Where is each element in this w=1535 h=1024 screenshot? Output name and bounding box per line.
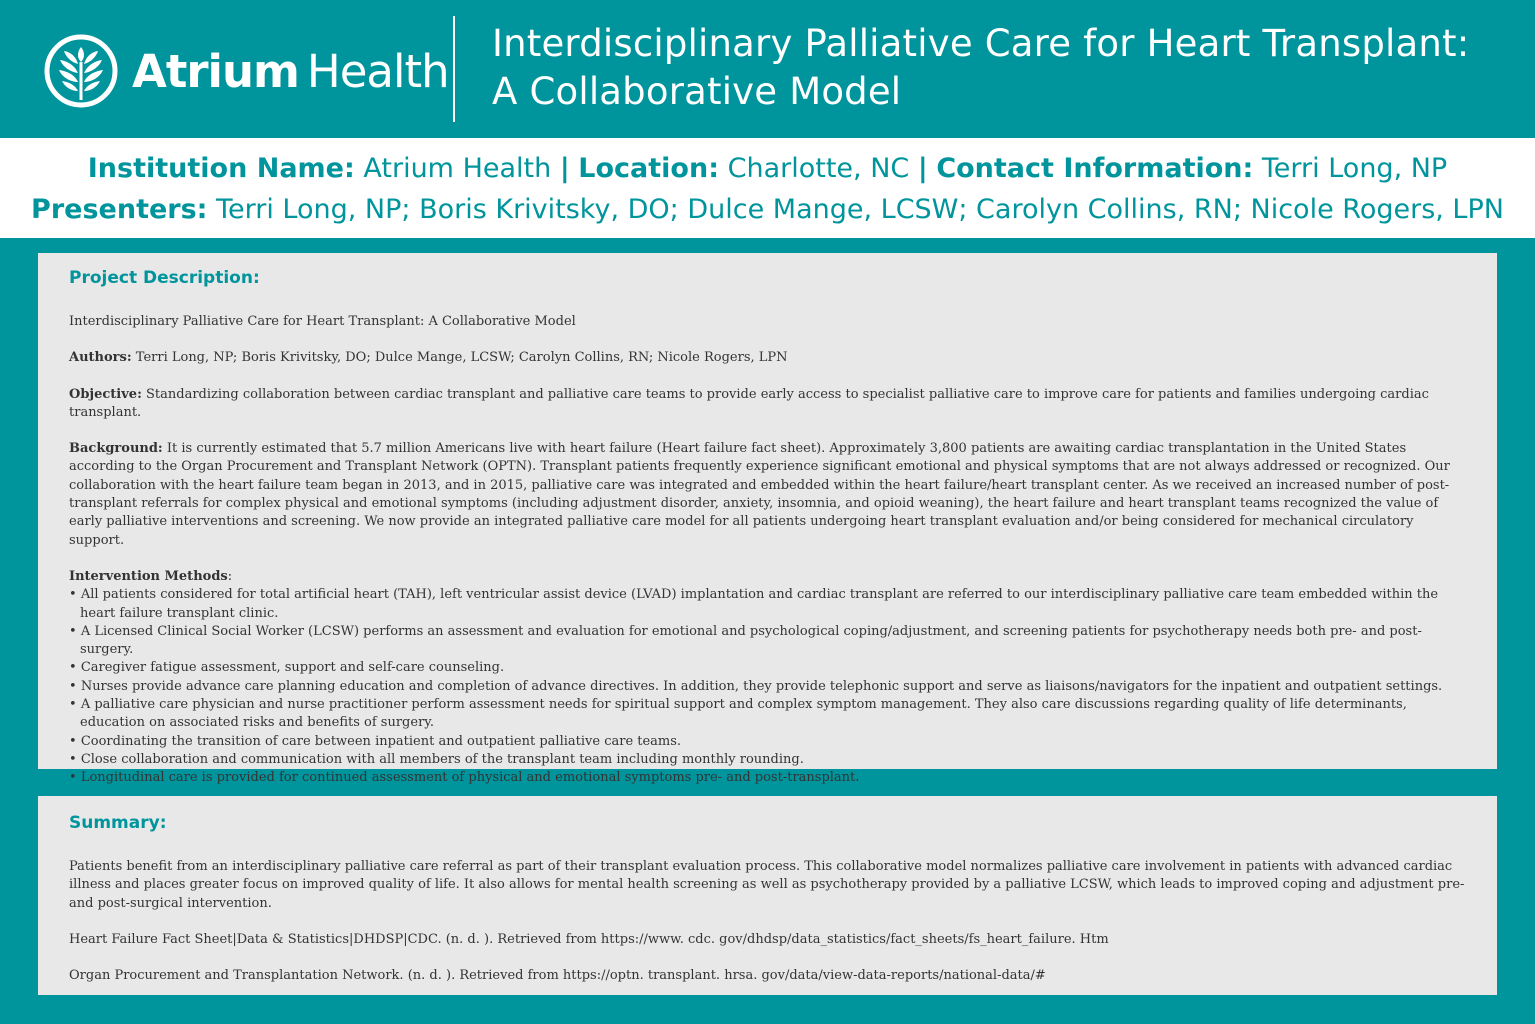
methods-heading [69,568,1466,586]
presenters-value: Terri Long, NP; Boris Krivitsky, DO; Dulce Mange, LCSW; Carolyn Collins, RN; Nicole Rogers, LPN [216,194,1504,225]
presenters-line [0,191,1535,229]
atrium-tree-logo-icon [44,34,118,108]
brand-wordmark [132,42,449,102]
location-value: Charlotte, NC [727,153,910,184]
authors-label: Authors: [69,350,132,366]
project-heading: Project Description: [69,268,260,288]
contact-value: Terri Long, NP [1261,153,1448,184]
list-item: • A palliative care physician and nurse practitioner perform assessment needs for spiritual support and complex symptom management. They also care discussions regarding quality of life determinants, education on associated risks and benefits of surgery. [69,696,1466,733]
summary-text: Patients benefit from an interdisciplinary palliative care referral as part of their transplant evaluation process. This collaborative model normalizes palliative care involvement in patients with advanced cardiac illness and places greater focus on improved quality of life. It also allows for mental health screening as well as psychotherapy provided by a palliative LCSW, which leads to improved coping and adjustment pre- and post-surgical intervention. [69,859,1465,911]
reference-2: Organ Procurement and Transplantation Network. (n. d. ). Retrieved from https://optn. transplant. hrsa. gov/data/view-data-reports/national-data/# [69,968,1046,984]
background-text: It is currently estimated that 5.7 million Americans live with heart failure (Heart failure fact sheet). Approximately 3,800 patients are awaiting cardiac transplantation in the United States according to the Organ Procurement and Transplant Network (OPTN). Transplant patients frequently experience significant emotional and physical symptoms that are not always addressed or recognized. Our collaboration with the heart failure team began in 2013, and in 2015, palliative care was integrated and embedded within the heart failure/heart transplant center. As we received an increased number of post-transplant referrals for complex physical and emotional symptoms (including adjustment disorder, anxiety, insomnia, and opioid weaning), the heart failure and heart transplant teams recognized the value of early palliative interventions and screening. We now provide an integrated palliative care model for all patients undergoing heart transplant evaluation and/or being considered for mechanical circulatory support. [69,441,1450,548]
title-line-2: A Collaborative Model [492,70,902,113]
reference-1: Heart Failure Fact Sheet|Data & Statistics|DHDSP|CDC. (n. d. ). Retrieved from https://www. cdc. gov/dhdsp/data_statistics/fact_sheets/fs_heart_failure. Htm [69,931,1109,947]
authors-paragraph [69,349,1466,367]
summary-heading: Summary: [69,813,167,833]
list-item: • Close collaboration and communication with all members of the transplant team including monthly rounding. [69,751,1466,769]
list-item: • Longitudinal care is provided for continued assessment of physical and emotional symptoms pre- and post-transplant. [69,769,1466,787]
list-item: • All patients considered for total artificial heart (TAH), left ventricular assist device (LVAD) implantation and cardiac transplant are referred to our interdisciplinary palliative care team embedded within the heart failure transplant clinic. [69,586,1466,623]
project-title: Interdisciplinary Palliative Care for Heart Transplant: A Collaborative Model [69,314,576,329]
contact-label: Contact Information: [936,153,1254,184]
poster-title [492,20,1522,116]
list-item: • Nurses provide advance care planning education and completion of advance directives. In addition, they provide telephonic support and serve as liaisons/navigators for the inpatient and outpatient settings. [69,678,1466,696]
poster-header [0,0,1535,138]
separator: | [559,153,570,184]
objective-paragraph [69,386,1466,423]
brand-name-bold: Atrium [132,45,299,98]
summary-panel [38,796,1497,995]
methods-label: Intervention Methods [69,568,228,584]
presenters-label: Presenters: [31,194,208,225]
list-item: • A Licensed Clinical Social Worker (LCSW) performs an assessment and evaluation for emotional and psychological coping/adjustment, and screening patients for psychotherapy needs both pre- and post-surgery. [69,623,1466,660]
title-line-1: Interdisciplinary Palliative Care for Heart Transplant: [492,22,1470,65]
background-label: Background: [69,441,163,457]
institution-label: Institution Name: [87,153,355,184]
institution-value: Atrium Health [363,153,552,184]
list-item: • Caregiver fatigue assessment, support and self-care counseling. [69,659,1466,677]
header-divider [453,16,455,122]
methods-colon: : [227,568,233,584]
objective-label: Objective: [69,386,142,402]
location-label: Location: [578,153,720,184]
list-item: • Coordinating the transition of care between inpatient and outpatient palliative care teams. [69,733,1466,751]
institution-line [0,150,1535,188]
authors-text: Terri Long, NP; Boris Krivitsky, DO; Dulce Mange, LCSW; Carolyn Collins, RN; Nicole Rogers, LPN [135,350,788,366]
brand-name-light: Health [306,45,449,98]
objective-text: Standardizing collaboration between cardiac transplant and palliative care teams to provide early access to specialist palliative care to improve care for patients and families undergoing cardiac transplant. [69,386,1429,420]
info-bar [0,138,1535,238]
methods-list [69,586,1466,787]
separator: | [917,153,928,184]
background-paragraph [69,440,1466,550]
project-description-panel [38,253,1497,786]
